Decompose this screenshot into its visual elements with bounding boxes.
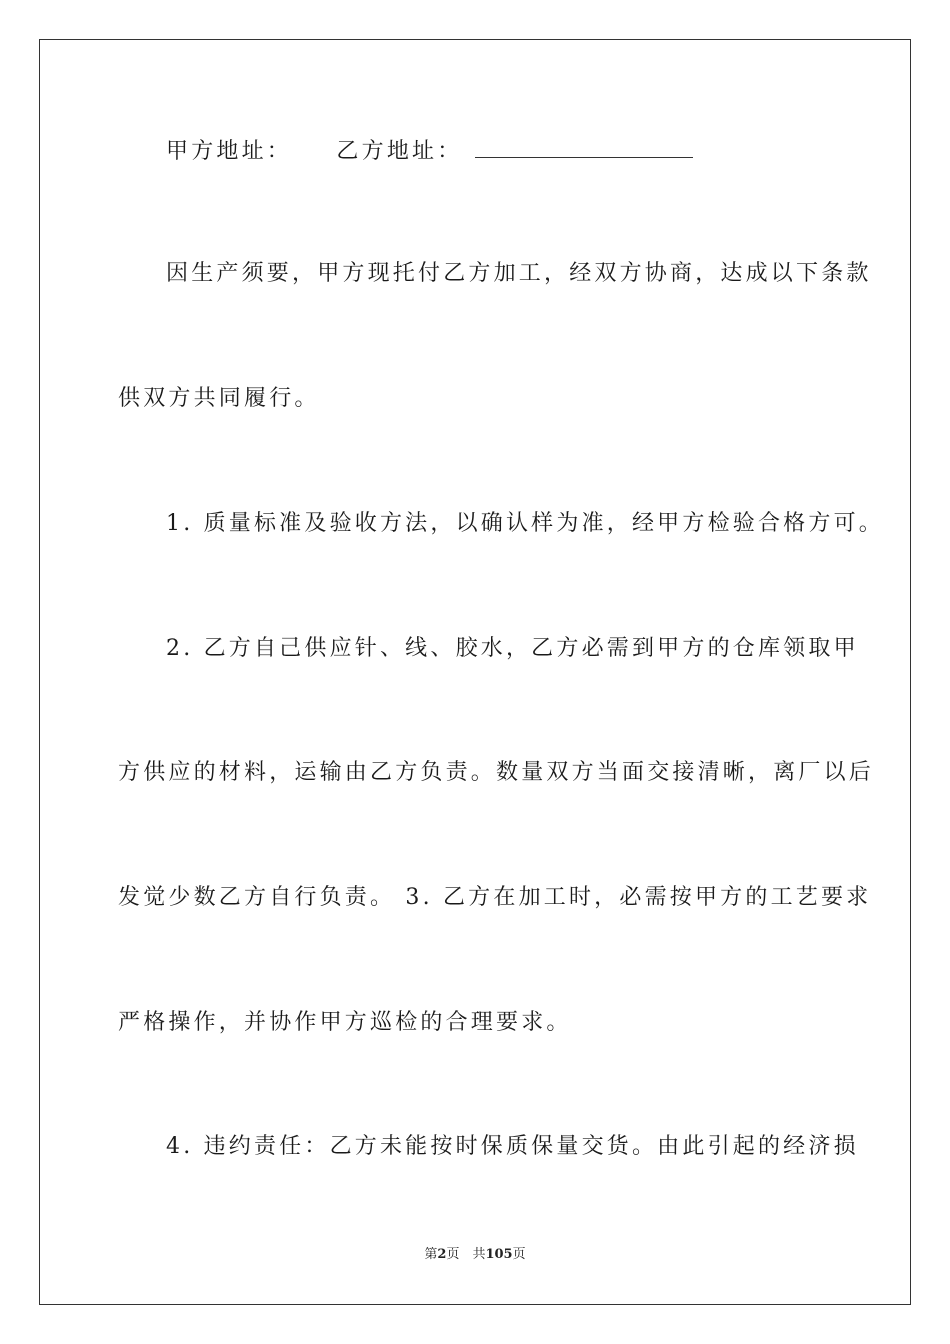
party-b-address-label: 乙方地址： <box>336 139 463 164</box>
paragraph-line: 严格操作，并协作甲方巡检的合理要求。 <box>118 1010 572 1035</box>
clause-1: 1. 质量标准及验收方法，以确认样为准，经甲方检验合格方可。 <box>166 511 884 536</box>
current-page-number: 2 <box>437 1247 447 1262</box>
footer-suffix: 页 <box>512 1247 526 1262</box>
party-b-address-blank <box>475 135 693 158</box>
paragraph-line: 因生产须要，甲方现托付乙方加工，经双方协商，达成以下条款 <box>166 261 872 286</box>
clause-4: 4. 违约责任：乙方未能按时保质保量交货。由此引起的经济损 <box>166 1134 859 1159</box>
footer-mid: 页 共 <box>446 1247 486 1262</box>
total-page-count: 105 <box>485 1247 513 1262</box>
address-line <box>166 135 834 167</box>
page-footer <box>0 1246 950 1264</box>
paragraph-line: 发觉少数乙方自行负责。 3. 乙方在加工时，必需按甲方的工艺要求 <box>118 885 872 910</box>
paragraph-line: 供双方共同履行。 <box>118 386 320 411</box>
paragraph-line: 方供应的材料，运输由乙方负责。数量双方当面交接清晰，离厂以后 <box>118 760 875 785</box>
clause-2: 2. 乙方自己供应针、线、胶水，乙方必需到甲方的仓库领取甲 <box>166 636 859 661</box>
footer-prefix: 第 <box>424 1247 438 1262</box>
party-a-address-label: 甲方地址： <box>166 139 293 164</box>
page-frame <box>39 39 911 1305</box>
